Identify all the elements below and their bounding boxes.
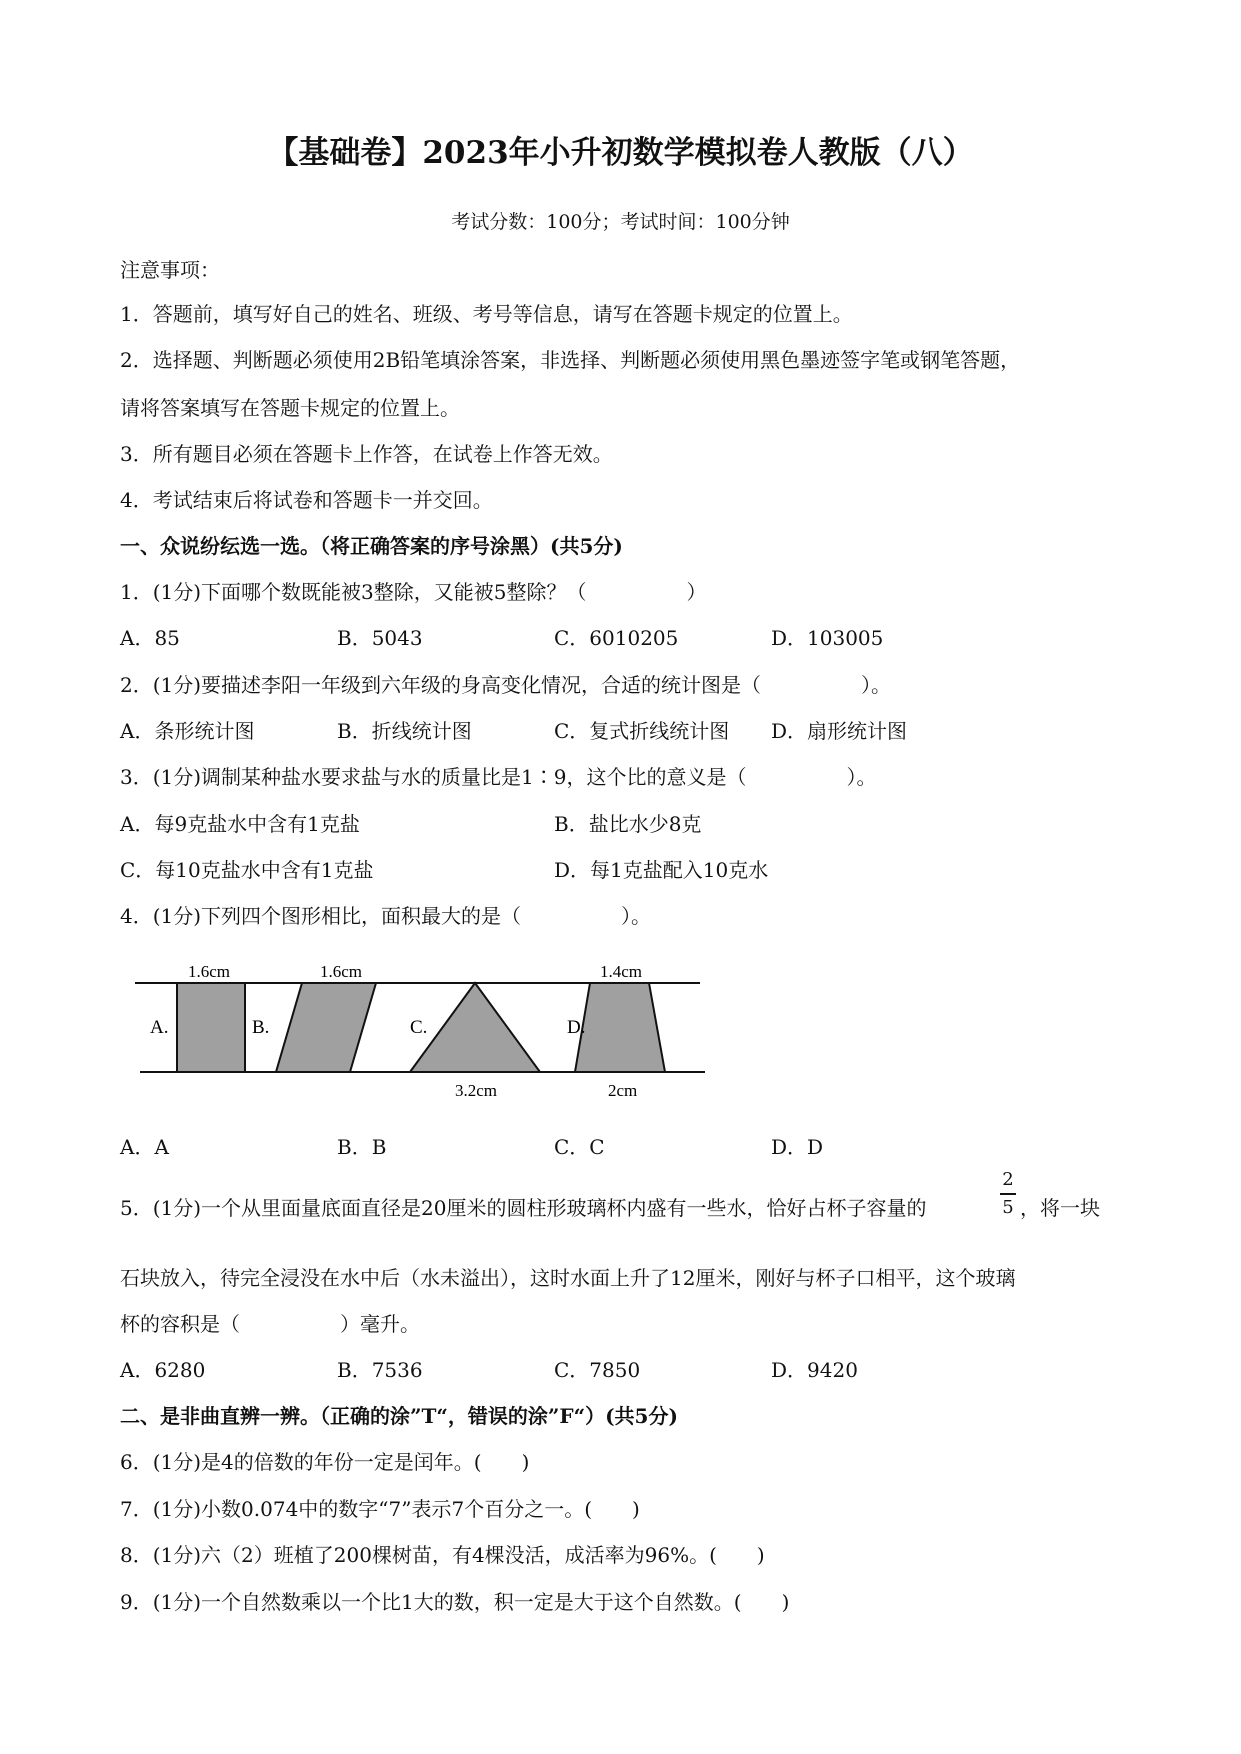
q3-option-d: D．每1克盐配入10克水 xyxy=(554,858,769,882)
notes-heading: 注意事项： xyxy=(120,258,220,282)
shape-a-rectangle xyxy=(177,983,245,1072)
question-5-stem-line2: 石块放入，待完全浸没在水中后（水未溢出），这时水面上升了12厘米，刚好与杯子口相平，这个玻璃 xyxy=(120,1266,1016,1290)
q3-option-b: B．盐比水少8克 xyxy=(554,812,702,836)
question-6: 6．(1分)是4的倍数的年份一定是闰年。( ) xyxy=(120,1450,530,1474)
shape-a-letter: A. xyxy=(150,1017,169,1038)
fraction-bar xyxy=(1000,1193,1016,1195)
shape-c-letter: C. xyxy=(410,1017,428,1038)
q4-shapes-figure xyxy=(130,955,710,1105)
q2-option-b: B．折线统计图 xyxy=(337,719,472,743)
fraction-denominator: 5 xyxy=(1002,1197,1014,1218)
note-item-1: 1．答题前，填写好自己的姓名、班级、考号等信息，请写在答题卡规定的位置上。 xyxy=(120,302,853,326)
q2-option-c: C．复式折线统计图 xyxy=(554,719,730,743)
q1-option-a: A．85 xyxy=(120,626,180,650)
shape-b-top-label: 1.6cm xyxy=(320,962,363,981)
shape-c-bottom-label: 3.2cm xyxy=(455,1081,498,1100)
q4-option-b: B．B xyxy=(337,1135,387,1159)
shape-c-triangle xyxy=(410,983,540,1072)
fraction-numerator: 2 xyxy=(1002,1169,1014,1190)
section-1-heading: 一、众说纷纭选一选。（将正确答案的序号涂黑）(共5分) xyxy=(120,534,623,558)
question-5-stem-line3: 杯的容积是（ ）毫升。 xyxy=(120,1312,420,1336)
question-5-stem-line1: 5．(1分)一个从里面量底面直径是20厘米的圆柱形玻璃杯内盛有一些水，恰好占杯子容量的 xyxy=(120,1196,927,1220)
q5-option-d: D．9420 xyxy=(771,1358,858,1382)
q5-option-c: C．7850 xyxy=(554,1358,641,1382)
shape-d-letter: D. xyxy=(567,1017,586,1038)
question-8: 8．(1分)六（2）班植了200棵树苗，有4棵没活，成活率为96%。( ) xyxy=(120,1543,765,1567)
shape-d-trapezoid xyxy=(575,983,665,1072)
shape-b-parallelogram xyxy=(276,983,376,1072)
question-7: 7．(1分)小数0.074中的数字“7”表示7个百分之一。( ) xyxy=(120,1497,640,1521)
note-item-2-cont: 请将答案填写在答题卡规定的位置上。 xyxy=(120,396,460,420)
q3-option-a: A．每9克盐水中含有1克盐 xyxy=(120,812,360,836)
q5-option-a: A．6280 xyxy=(120,1358,206,1382)
shape-b-letter: B. xyxy=(252,1017,270,1038)
q1-option-d: D．103005 xyxy=(771,626,884,650)
q2-option-d: D．扇形统计图 xyxy=(771,719,908,743)
question-1-stem: 1．(1分)下面哪个数既能被3整除，又能被5整除？（ ） xyxy=(120,580,707,604)
question-5-stem-line1-tail: ，将一块 xyxy=(1020,1196,1100,1220)
note-item-3: 3．所有题目必须在答题卡上作答，在试卷上作答无效。 xyxy=(120,442,613,466)
page-title: 【基础卷】2023年小升初数学模拟卷人教版（八） xyxy=(267,135,974,171)
question-4-stem: 4．(1分)下列四个图形相比，面积最大的是（ ）。 xyxy=(120,904,652,928)
q2-option-a: A．条形统计图 xyxy=(120,719,255,743)
q4-option-c: C．C xyxy=(554,1135,605,1159)
question-2-stem: 2．(1分)要描述李阳一年级到六年级的身高变化情况，合适的统计图是（ ）。 xyxy=(120,673,892,697)
note-item-4: 4．考试结束后将试卷和答题卡一并交回。 xyxy=(120,488,493,512)
section-2-heading: 二、是非曲直辨一辨。（正确的涂”T“，错误的涂”F“）(共5分) xyxy=(120,1404,678,1428)
q3-option-c: C．每10克盐水中含有1克盐 xyxy=(120,858,374,882)
shape-d-bottom-label: 2cm xyxy=(608,1081,638,1100)
exam-info: 考试分数：100分；考试时间：100分钟 xyxy=(451,211,790,233)
q4-option-a: A．A xyxy=(120,1135,169,1159)
q1-option-c: C．6010205 xyxy=(554,626,679,650)
q4-option-d: D．D xyxy=(771,1135,824,1159)
shape-a-top-label: 1.6cm xyxy=(188,962,231,981)
q5-option-b: B．7536 xyxy=(337,1358,423,1382)
note-item-2: 2．选择题、判断题必须使用2B铅笔填涂答案，非选择、判断题必须使用黑色墨迹签字笔或钢笔答题， xyxy=(120,348,1021,372)
shape-d-top-label: 1.4cm xyxy=(600,962,643,981)
question-9: 9．(1分)一个自然数乘以一个比1大的数，积一定是大于这个自然数。( ) xyxy=(120,1590,790,1614)
q1-option-b: B．5043 xyxy=(337,626,423,650)
question-3-stem: 3．(1分)调制某种盐水要求盐与水的质量比是1∶9，这个比的意义是（ ）。 xyxy=(120,765,877,789)
